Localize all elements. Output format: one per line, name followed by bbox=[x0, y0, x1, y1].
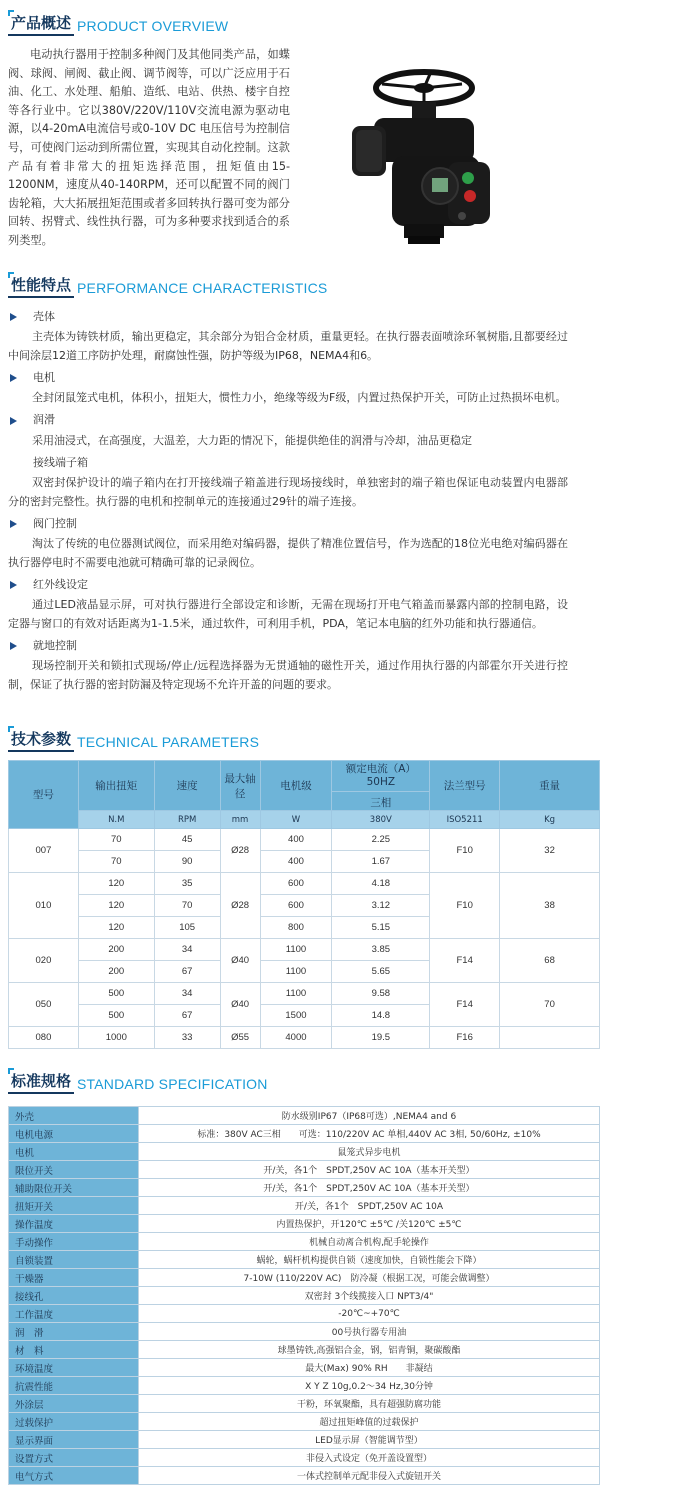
cell-weight: 32 bbox=[500, 829, 600, 873]
spec-label: 过载保护 bbox=[9, 1413, 139, 1431]
unit-motor: W bbox=[260, 811, 332, 829]
section-header-technical bbox=[8, 726, 259, 752]
perf-item-body: 双密封保护设计的端子箱内在打开接线端子箱盖进行现场接线时，单独密封的端子箱也保证电动装置内电器部分的密封完整性。执行器的电机和控制单元的连接通过29针的端子连接。 bbox=[8, 476, 568, 508]
spec-label: 辅助限位开关 bbox=[9, 1179, 139, 1197]
cell-torque: 120 bbox=[78, 873, 154, 895]
spec-value: 鼠笼式异步电机 bbox=[139, 1143, 600, 1161]
spec-value: 最大(Max) 90% RH 非凝结 bbox=[139, 1359, 600, 1377]
cell-torque: 70 bbox=[78, 829, 154, 851]
table-row bbox=[9, 1233, 600, 1251]
perf-item-lubrication bbox=[8, 410, 568, 451]
col-header-speed: 速度 bbox=[154, 761, 220, 811]
spec-label: 扭矩开关 bbox=[9, 1197, 139, 1215]
table-row bbox=[9, 829, 600, 851]
cell-shaft: Ø40 bbox=[220, 983, 260, 1027]
perf-item-title: 润滑 bbox=[33, 413, 55, 427]
cell-model: 007 bbox=[9, 829, 79, 873]
spec-label: 材 料 bbox=[9, 1341, 139, 1359]
section-title-cn: 产品概述 bbox=[8, 12, 74, 36]
cell-motor: 800 bbox=[260, 917, 332, 939]
spec-label: 干燥器 bbox=[9, 1269, 139, 1287]
cell-torque: 500 bbox=[78, 1005, 154, 1027]
arrow-right-icon bbox=[10, 642, 17, 650]
table-row bbox=[9, 1413, 600, 1431]
cell-current: 5.65 bbox=[332, 961, 430, 983]
spec-label: 电机 bbox=[9, 1143, 139, 1161]
cell-speed: 34 bbox=[154, 983, 220, 1005]
table-row bbox=[9, 983, 600, 1005]
table-row bbox=[9, 1179, 600, 1197]
table-row bbox=[9, 1395, 600, 1413]
cell-speed: 67 bbox=[154, 1005, 220, 1027]
cell-flange: F10 bbox=[430, 873, 500, 939]
spec-value: 干粉，环氧聚酯，具有超强防腐功能 bbox=[139, 1395, 600, 1413]
spec-value: 开/关，各1个 SPDT,250V AC 10A（基本开关型） bbox=[139, 1161, 600, 1179]
cell-shaft: Ø28 bbox=[220, 873, 260, 939]
cell-speed: 33 bbox=[154, 1027, 220, 1049]
spec-value: -20℃~+70℃ bbox=[139, 1305, 600, 1323]
perf-item-title: 壳体 bbox=[33, 309, 55, 323]
perf-item-body: 采用油浸式，在高强度，大温差，大力距的情况下，能提供绝佳的润滑与冷却，油品更稳定 bbox=[32, 433, 472, 447]
cell-current: 2.25 bbox=[332, 829, 430, 851]
arrow-right-icon bbox=[10, 581, 17, 589]
cell-model: 050 bbox=[9, 983, 79, 1027]
table-row bbox=[9, 1305, 600, 1323]
cell-speed: 35 bbox=[154, 873, 220, 895]
table-row bbox=[9, 1341, 600, 1359]
cell-current: 9.58 bbox=[332, 983, 430, 1005]
spec-label: 操作温度 bbox=[9, 1215, 139, 1233]
cell-current: 3.12 bbox=[332, 895, 430, 917]
spec-value: 蜗轮，蜗杆机构提供自锁（速度加快，自锁性能会下降） bbox=[139, 1251, 600, 1269]
unit-shaft: mm bbox=[220, 811, 260, 829]
perf-item-title: 阀门控制 bbox=[33, 516, 77, 530]
section-title-cn: 性能特点 bbox=[8, 274, 74, 298]
performance-list bbox=[8, 306, 568, 696]
cell-current: 14.8 bbox=[332, 1005, 430, 1027]
perf-item-title: 电机 bbox=[33, 370, 55, 384]
cell-motor: 600 bbox=[260, 895, 332, 917]
unit-current: 380V bbox=[332, 811, 430, 829]
cell-speed: 90 bbox=[154, 851, 220, 873]
col-header-torque: 输出扭矩 bbox=[78, 761, 154, 811]
perf-item-valve-control bbox=[8, 513, 568, 572]
cell-current: 1.67 bbox=[332, 851, 430, 873]
spec-label: 外涂层 bbox=[9, 1395, 139, 1413]
spec-value: 内置热保护，开120℃ ±5℃ /关120℃ ±5℃ bbox=[139, 1215, 600, 1233]
cell-weight: 38 bbox=[500, 873, 600, 939]
section-header-standard bbox=[8, 1068, 268, 1094]
table-row bbox=[9, 1359, 600, 1377]
table-row bbox=[9, 939, 600, 961]
table-row bbox=[9, 873, 600, 895]
section-title-en: PERFORMANCE CHARACTERISTICS bbox=[77, 280, 328, 296]
arrow-right-icon bbox=[10, 520, 17, 528]
table-row bbox=[9, 1027, 600, 1049]
arrow-right-icon bbox=[10, 417, 17, 425]
cell-torque: 120 bbox=[78, 895, 154, 917]
standard-specification-table bbox=[8, 1106, 600, 1485]
spec-label: 设置方式 bbox=[9, 1449, 139, 1467]
perf-item-motor bbox=[8, 367, 568, 408]
table-row bbox=[9, 1215, 600, 1233]
table-row bbox=[9, 1161, 600, 1179]
spec-label: 润 滑 bbox=[9, 1323, 139, 1341]
section-header-performance bbox=[8, 272, 327, 298]
cell-motor: 1500 bbox=[260, 1005, 332, 1027]
cell-motor: 400 bbox=[260, 829, 332, 851]
table-row bbox=[9, 1251, 600, 1269]
spec-value: 开/关，各1个 SPDT,250V AC 10A（基本开关型） bbox=[139, 1179, 600, 1197]
cell-speed: 105 bbox=[154, 917, 220, 939]
spec-value: 机械自动离合机构,配手轮操作 bbox=[139, 1233, 600, 1251]
spec-value: 非侵入式设定（免开盖设置型） bbox=[139, 1449, 600, 1467]
col-header-motor: 电机级 bbox=[260, 761, 332, 811]
spec-label: 接线孔 bbox=[9, 1287, 139, 1305]
cell-weight bbox=[500, 1027, 600, 1049]
section-title-cn: 标准规格 bbox=[8, 1070, 74, 1094]
spec-value: X Y Z 10g,0.2～34 Hz,30分钟 bbox=[139, 1377, 600, 1395]
table-row bbox=[9, 1197, 600, 1215]
cell-model: 020 bbox=[9, 939, 79, 983]
perf-item-terminal-box bbox=[8, 452, 568, 511]
cell-motor: 400 bbox=[260, 851, 332, 873]
cell-shaft: Ø28 bbox=[220, 829, 260, 873]
table-row bbox=[9, 1467, 600, 1485]
cell-current: 3.85 bbox=[332, 939, 430, 961]
arrow-right-icon bbox=[10, 313, 17, 321]
spec-value: 双密封 3个线揽接入口 NPT3/4" bbox=[139, 1287, 600, 1305]
col-header-model: 型号 bbox=[9, 761, 79, 829]
cell-torque: 1000 bbox=[78, 1027, 154, 1049]
unit-flange: ISO5211 bbox=[430, 811, 500, 829]
spec-label: 手动操作 bbox=[9, 1233, 139, 1251]
perf-item-body: 现场控制开关和锁扣式现场/停止/远程选择器为无贯通轴的磁性开关，通过作用执行器的内部霍尔开关进行控制，保证了执行器的密封防漏及特定现场不允许开盖的问题的要求。 bbox=[8, 659, 568, 691]
cell-weight: 68 bbox=[500, 939, 600, 983]
spec-value: 开/关，各1个 SPDT,250V AC 10A bbox=[139, 1197, 600, 1215]
cell-current: 19.5 bbox=[332, 1027, 430, 1049]
perf-item-body: 全封闭鼠笼式电机，体积小，扭矩大，惯性力小，绝缘等级为F级，内置过热保护开关，可防止过热损坏电机。 bbox=[32, 391, 567, 404]
spec-value: 超过扭矩峰值的过载保护 bbox=[139, 1413, 600, 1431]
spec-label: 电机电源 bbox=[9, 1125, 139, 1143]
cell-torque: 500 bbox=[78, 983, 154, 1005]
perf-item-shell bbox=[8, 306, 568, 365]
cell-torque: 200 bbox=[78, 939, 154, 961]
spec-value: 防水级别IP67（IP68可选）,NEMA4 and 6 bbox=[139, 1107, 600, 1125]
table-row bbox=[9, 1323, 600, 1341]
cell-speed: 70 bbox=[154, 895, 220, 917]
table-row bbox=[9, 1107, 600, 1125]
cell-model: 080 bbox=[9, 1027, 79, 1049]
cell-flange: F10 bbox=[430, 829, 500, 873]
cell-speed: 67 bbox=[154, 961, 220, 983]
spec-value: 标准：380V AC三相 可选：110/220V AC 单相,440V AC 3相, 50/60Hz, ±10% bbox=[139, 1125, 600, 1143]
col-header-current-label: 额定电流（A）50HZ bbox=[332, 761, 429, 792]
cell-flange: F14 bbox=[430, 983, 500, 1027]
col-header-current bbox=[332, 761, 430, 811]
cell-torque: 120 bbox=[78, 917, 154, 939]
cell-motor: 1100 bbox=[260, 961, 332, 983]
unit-speed: RPM bbox=[154, 811, 220, 829]
col-header-shaft: 最大轴径 bbox=[220, 761, 260, 811]
spec-value: 一体式控制单元配非侵入式旋钮开关 bbox=[139, 1467, 600, 1485]
section-title-en: PRODUCT OVERVIEW bbox=[77, 18, 229, 34]
cell-motor: 1100 bbox=[260, 983, 332, 1005]
table-row bbox=[9, 1287, 600, 1305]
perf-item-title: 就地控制 bbox=[33, 638, 77, 652]
overview-paragraph: 电动执行器用于控制多种阀门及其他同类产品，如蝶阀、球阀、闸阀、截止阀、调节阀等，可以广泛应用于石油、化工、水处理、船舶、造纸、电站、供热、楼宇自控等各行业中。它以380V/220V/110V交流电源为驱动电源，以4-20mA电流信号或0-10V DC 电压信号为控制信号，可使阀门运动到所需位置，实现其自动化控制。这款产品有着非常大的扭矩选择范围，扭矩值由15-1200NM，速度从40-140RPM，还可以配置不同的阀门齿轮箱，大大拓展扭矩范围或者多回转执行器可变为部分回转、拐臂式、线性执行器，可为多种要求找到适合的系列类型。 bbox=[8, 48, 290, 247]
section-title-en: TECHNICAL PARAMETERS bbox=[77, 734, 260, 750]
cell-torque: 70 bbox=[78, 851, 154, 873]
cell-shaft: Ø55 bbox=[220, 1027, 260, 1049]
spec-label: 抗震性能 bbox=[9, 1377, 139, 1395]
spec-label: 工作温度 bbox=[9, 1305, 139, 1323]
perf-item-infrared bbox=[8, 574, 568, 633]
spec-label: 环境温度 bbox=[9, 1359, 139, 1377]
table-row bbox=[9, 1449, 600, 1467]
spec-value: 7-10W (110/220V AC) 防冷凝（根据工况，可能会做调整） bbox=[139, 1269, 600, 1287]
cell-motor: 600 bbox=[260, 873, 332, 895]
cell-torque: 200 bbox=[78, 961, 154, 983]
perf-item-body: 通过LED液晶显示屏，可对执行器进行全部设定和诊断，无需在现场打开电气箱盖而暴露内部的控制电路，设定器与窗口的有效对话距离为1-1.5米，通过软件，可利用手机，PDA，笔记本电脑的红外功能和执行器通信。 bbox=[8, 598, 568, 630]
col-header-flange: 法兰型号 bbox=[430, 761, 500, 811]
col-header-phase: 三相 bbox=[370, 797, 392, 809]
table-row bbox=[9, 1269, 600, 1287]
cell-flange: F14 bbox=[430, 939, 500, 983]
spec-label: 限位开关 bbox=[9, 1161, 139, 1179]
cell-current: 4.18 bbox=[332, 873, 430, 895]
perf-item-title: 红外线设定 bbox=[33, 577, 88, 591]
cell-speed: 45 bbox=[154, 829, 220, 851]
table-row bbox=[9, 1143, 600, 1161]
spec-label: 自锁装置 bbox=[9, 1251, 139, 1269]
cell-motor: 1100 bbox=[260, 939, 332, 961]
section-title-en: STANDARD SPECIFICATION bbox=[77, 1076, 268, 1092]
col-header-weight: 重量 bbox=[500, 761, 600, 811]
cell-shaft: Ø40 bbox=[220, 939, 260, 983]
cell-current: 5.15 bbox=[332, 917, 430, 939]
spec-value: 00号执行器专用油 bbox=[139, 1323, 600, 1341]
spec-value: 球墨铸铁,高强铝合金，钢，铝青铜，聚碳酸酯 bbox=[139, 1341, 600, 1359]
table-row bbox=[9, 1377, 600, 1395]
table-row bbox=[9, 1431, 600, 1449]
unit-torque: N.M bbox=[78, 811, 154, 829]
spec-label: 电气方式 bbox=[9, 1467, 139, 1485]
perf-item-local-control bbox=[8, 635, 568, 694]
arrow-right-icon bbox=[10, 374, 17, 382]
section-header-overview bbox=[8, 10, 228, 36]
perf-item-body: 主壳体为铸铁材质，输出更稳定，其余部分为铝合金材质，重量更轻。在执行器表面喷涂环氧树脂,且都要经过中间涂层12道工序防护处理，耐腐蚀性强，防护等级为IP68，NEMA4和6。 bbox=[8, 330, 568, 362]
actuator-product-image bbox=[352, 66, 502, 246]
perf-item-title: 接线端子箱 bbox=[33, 455, 88, 469]
table-row bbox=[9, 1125, 600, 1143]
cell-speed: 34 bbox=[154, 939, 220, 961]
cell-motor: 4000 bbox=[260, 1027, 332, 1049]
spec-value: LED显示屏（智能调节型） bbox=[139, 1431, 600, 1449]
cell-model: 010 bbox=[9, 873, 79, 939]
cell-weight: 70 bbox=[500, 983, 600, 1027]
perf-item-body: 淘汰了传统的电位器测试阀位，而采用绝对编码器，提供了精准位置信号，作为选配的18位光电绝对编码器在执行器停电时不需要电池就可精确可靠的记录阀位。 bbox=[8, 537, 568, 569]
unit-weight: Kg bbox=[500, 811, 600, 829]
spec-label: 外壳 bbox=[9, 1107, 139, 1125]
spec-label: 显示界面 bbox=[9, 1431, 139, 1449]
technical-parameters-table bbox=[8, 760, 600, 1049]
cell-flange: F16 bbox=[430, 1027, 500, 1049]
section-title-cn: 技术参数 bbox=[8, 728, 74, 752]
